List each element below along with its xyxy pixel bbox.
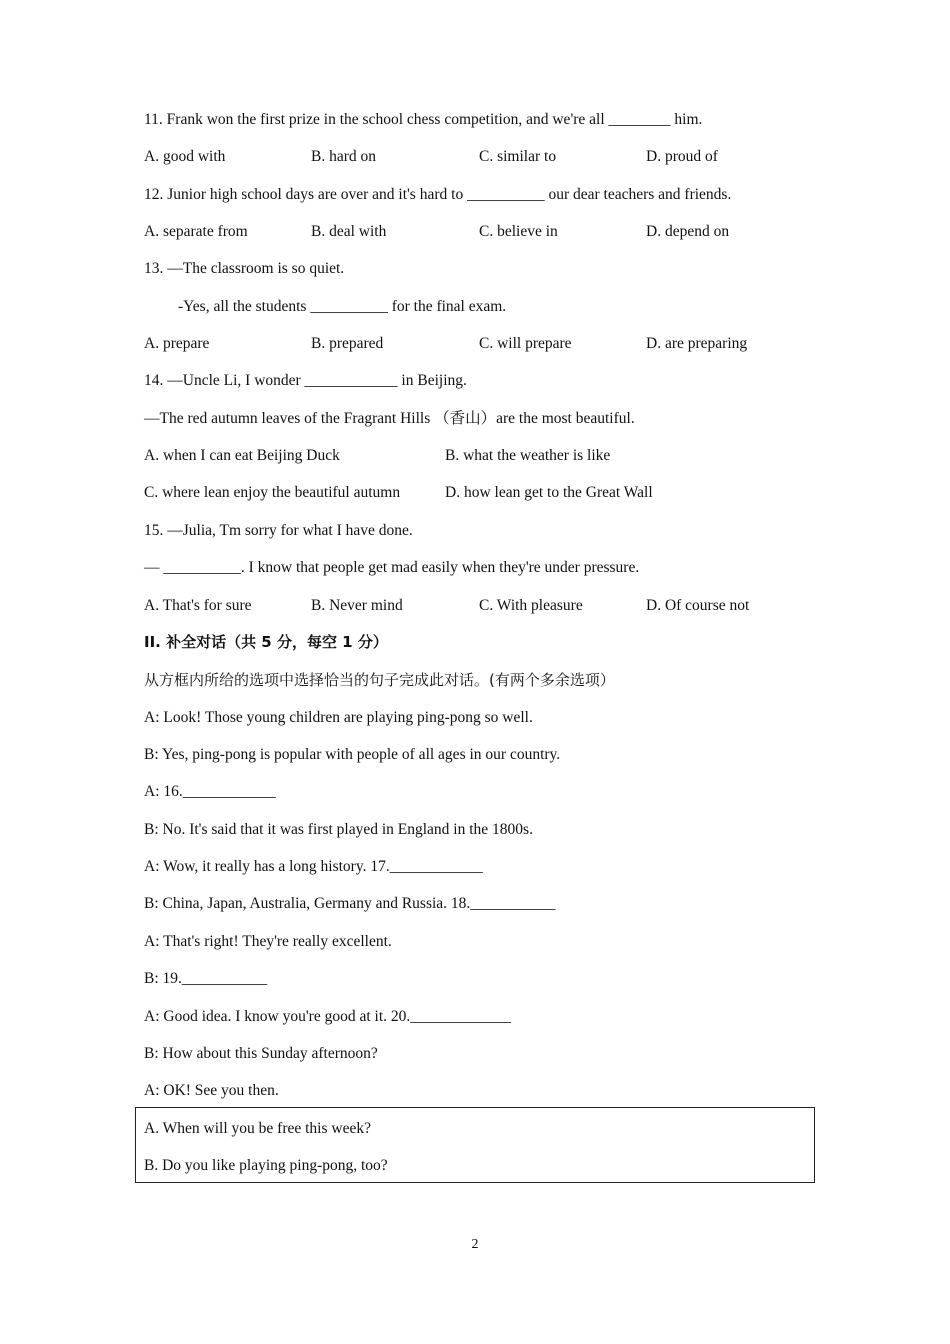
box-option-a: A. When will you be free this week? (144, 1120, 371, 1137)
q11-option-d: D. proud of (646, 148, 718, 165)
q15-option-c: C. With pleasure (479, 597, 583, 614)
question-15-reply: — __________. I know that people get mad easily when they're under pressure. (144, 559, 640, 576)
dialogue-line: A: Look! Those young children are playing ping-pong so well. (144, 709, 533, 726)
dialogue-line-blank-19: B: 19.___________ (144, 970, 268, 987)
section-2-heading: II. 补全对话（共 5 分，每空 1 分） (144, 633, 388, 651)
dialogue-line: A: That's right! They're really excellent. (144, 933, 392, 950)
dialogue-line-blank-16: A: 16.____________ (144, 783, 276, 800)
q14-option-a: A. when I can eat Beijing Duck (144, 447, 340, 464)
q14-option-d: D. how lean get to the Great Wall (445, 484, 653, 501)
q11-option-c: C. similar to (479, 148, 557, 165)
q11-option-b: B. hard on (311, 148, 377, 165)
q15-option-d: D. Of course not (646, 597, 750, 614)
dialogue-line: B: How about this Sunday afternoon? (144, 1045, 378, 1062)
q11-option-a: A. good with (144, 148, 226, 165)
question-14-stem: 14. —Uncle Li, I wonder ____________ in Beijing. (144, 372, 467, 389)
q13-option-a: A. prepare (144, 335, 210, 352)
section-2-instruction: 从方框内所给的选项中选择恰当的句子完成此对话。(有两个多余选项） (144, 671, 615, 689)
dialogue-line: A: OK! See you then. (144, 1082, 279, 1099)
question-11-stem: 11. Frank won the first prize in the school chess competition, and we're all ________ him. (144, 111, 703, 128)
question-14-reply: —The red autumn leaves of the Fragrant Hills （香山）are the most beautiful. (144, 410, 635, 427)
q14-option-c: C. where lean enjoy the beautiful autumn (144, 484, 401, 501)
box-option-b: B. Do you like playing ping-pong, too? (144, 1157, 388, 1174)
q12-option-c: C. believe in (479, 223, 558, 240)
dialogue-line-blank-18: B: China, Japan, Australia, Germany and Russia. 18.___________ (144, 895, 556, 912)
dialogue-line: B: No. It's said that it was first played in England in the 1800s. (144, 821, 533, 838)
dialogue-line-blank-20: A: Good idea. I know you're good at it. 20._____________ (144, 1008, 511, 1025)
q12-option-a: A. separate from (144, 223, 248, 240)
question-13-stem: 13. —The classroom is so quiet. (144, 260, 345, 277)
q12-option-b: B. deal with (311, 223, 387, 240)
q12-option-d: D. depend on (646, 223, 730, 240)
q15-option-b: B. Never mind (311, 597, 403, 614)
question-12-stem: 12. Junior high school days are over and it's hard to __________ our dear teachers and friends. (144, 186, 732, 203)
q15-option-a: A. That's for sure (144, 597, 252, 614)
page-number: 2 (471, 1237, 479, 1252)
q13-option-c: C. will prepare (479, 335, 572, 352)
dialogue-line-blank-17: A: Wow, it really has a long history. 17.____________ (144, 858, 483, 875)
q13-option-b: B. prepared (311, 335, 384, 352)
q14-option-b: B. what the weather is like (445, 447, 611, 464)
q13-option-d: D. are preparing (646, 335, 748, 352)
question-15-stem: 15. —Julia, Tm sorry for what I have done. (144, 522, 413, 539)
dialogue-line: B: Yes, ping-pong is popular with people of all ages in our country. (144, 746, 561, 763)
question-13-reply: -Yes, all the students __________ for the final exam. (178, 298, 507, 315)
